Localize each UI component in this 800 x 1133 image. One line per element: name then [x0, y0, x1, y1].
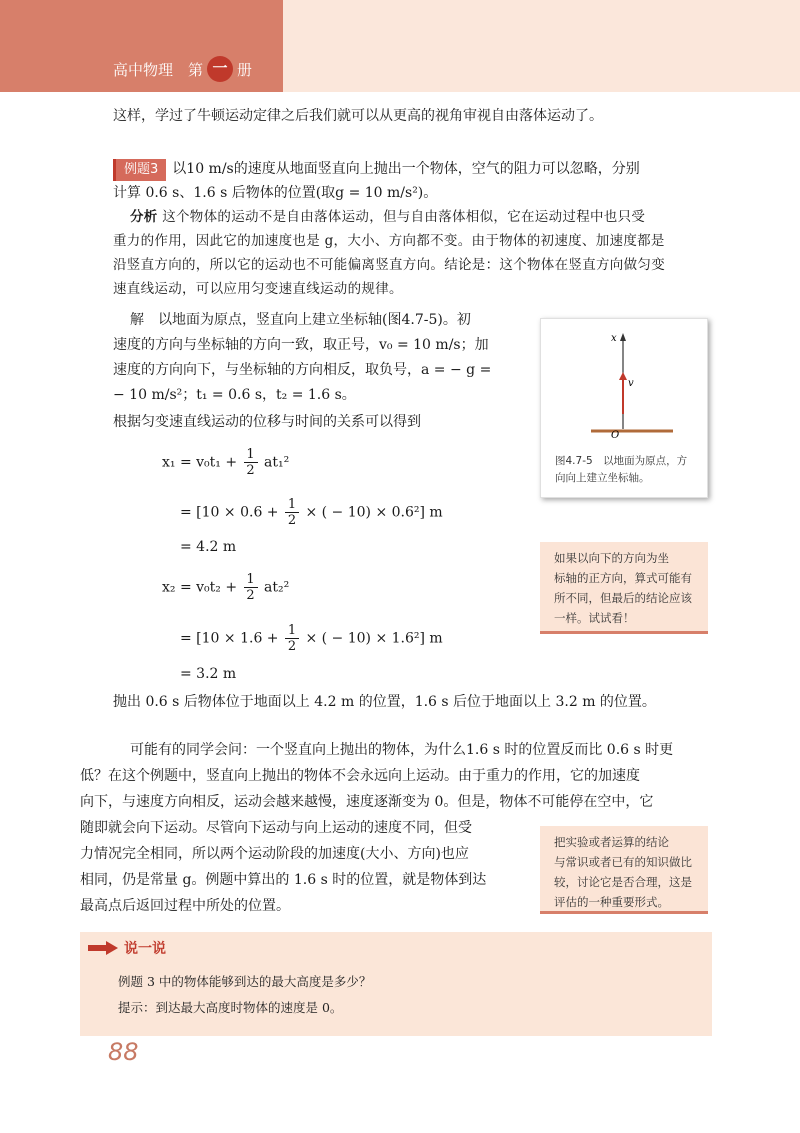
analysis-line-1	[130, 205, 645, 229]
fraction-numerator: 1	[287, 497, 297, 512]
figure-card	[540, 318, 708, 498]
book-title	[113, 56, 252, 82]
example-tag: 例题3	[113, 159, 166, 181]
discuss-box	[80, 932, 712, 1036]
solution-line-1	[130, 308, 471, 332]
equation-x2-sub-post: × ( − 10) × 1.6²] m	[305, 630, 443, 647]
conclusion-line: 抛出 0.6 s 后物体位于地面以上 4.2 m 的位置，1.6 s 后位于地面以上 3.2 m 的位置。	[113, 694, 656, 710]
solution-line-4: − 10 m/s²；t₁ = 0.6 s，t₂ = 1.6 s。	[113, 387, 356, 403]
example-line-2: 计算 0.6 s、1.6 s 后物体的位置(取g = 10 m/s²)。	[113, 185, 438, 201]
example-line-1	[113, 157, 640, 181]
solution-label: 解	[130, 312, 144, 328]
book-title-prefix: 高中物理 第	[113, 60, 204, 79]
fraction-half	[244, 447, 258, 478]
side-note-1-line: 一样。试试看！	[554, 611, 635, 625]
side-note-2-line: 与常识或者已有的知识做比	[554, 855, 692, 869]
equation-x1-rhs: at₁²	[264, 454, 290, 471]
figure-caption-line-2: 向向上建立坐标轴。	[555, 472, 650, 484]
discussion-line-2: 低？在这个例题中，竖直向上抛出的物体不会永远向上运动。由于重力的作用，它的加速度	[80, 768, 640, 784]
discussion-line-5: 力情况完全相同，所以两个运动阶段的加速度(大小、方向)也应	[80, 846, 469, 862]
fraction-half	[285, 497, 299, 528]
discussion-line-6: 相同，仍是常量 g。例题中算出的 1.6 s 时的位置，就是物体到达	[80, 872, 487, 888]
side-note-1	[540, 542, 708, 634]
solution-line-5: 根据匀变速直线运动的位移与时间的关系可以得到	[113, 414, 421, 430]
solution-text-1: 以地面为原点，竖直向上建立坐标轴(图4.7-5)。初	[158, 312, 471, 328]
axis-label: x	[611, 333, 617, 344]
solution-line-3: 速度的方向向下，与坐标轴的方向相反，取负号，a = − g =	[113, 362, 492, 378]
side-note-1-line: 所不同，但最后的结论应该	[554, 591, 692, 605]
side-note-1-line: 标轴的正方向，算式可能有	[554, 571, 692, 585]
analysis-text-1: 这个物体的运动不是自由落体运动，但与自由落体相似，它在运动过程中也只受	[162, 209, 646, 225]
equation-x1	[162, 447, 289, 478]
solution-line-2: 速度的方向与坐标轴的方向一致，取正号，v₀ = 10 m/s；加	[113, 337, 489, 353]
fraction-denominator: 2	[246, 588, 255, 603]
equation-x1-substitution	[180, 497, 443, 528]
figure-caption	[555, 453, 695, 487]
page-number: 88	[108, 1038, 139, 1066]
discussion-line-1: 可能有的同学会问：一个竖直向上抛出的物体，为什么1.6 s 时的位置反而比 0.6 s 时更	[130, 742, 674, 758]
fraction-numerator: 1	[287, 623, 297, 638]
side-note-2-line: 把实验或者运算的结论	[554, 835, 669, 849]
discussion-line-7: 最高点后返回过程中所处的位置。	[80, 898, 290, 914]
side-note-2-line: 评估的一种重要形式。	[554, 895, 669, 909]
velocity-arrow-icon	[619, 372, 627, 380]
analysis-line-2: 重力的作用，因此它的加速度也是 g，大小、方向都不变。由于物体的初速度、加速度都是	[113, 233, 665, 249]
equation-x1-sub-pre: = [10 × 0.6 +	[180, 504, 279, 521]
velocity-label: v	[628, 378, 634, 389]
equation-x2-result: = 3.2 m	[180, 666, 237, 682]
equation-x2-sub-pre: = [10 × 1.6 +	[180, 630, 279, 647]
fraction-denominator: 2	[287, 513, 297, 528]
discuss-title-text: 说一说	[124, 941, 166, 957]
discussion-line-3: 向下，与速度方向相反，运动会越来越慢，速度逐渐变为 0。但是，物体不可能停在空中，它	[80, 794, 654, 810]
example-text-1: 以10 m/s的速度从地面竖直向上抛出一个物体，空气的阻力可以忽略，分别	[172, 161, 640, 177]
discuss-title	[88, 938, 166, 958]
side-note-2-line: 较，讨论它是否合理，这是	[554, 875, 692, 889]
fraction-half	[244, 572, 258, 603]
side-note-2	[540, 826, 708, 914]
equation-x1-sub-post: × ( − 10) × 0.6²] m	[305, 504, 443, 521]
arrow-right-icon	[88, 941, 118, 955]
volume-badge: 一	[207, 56, 233, 82]
fraction-half	[285, 623, 299, 654]
equation-x1-lhs: x₁ = v₀t₁ +	[162, 454, 238, 471]
fraction-numerator: 1	[246, 447, 255, 462]
fraction-denominator: 2	[246, 463, 255, 478]
figure-caption-line-1: 图4.7-5 以地面为原点，方	[555, 455, 688, 467]
fraction-numerator: 1	[246, 572, 255, 587]
axis-arrow-icon	[620, 333, 626, 341]
analysis-line-3: 沿竖直方向的，所以它的运动也不可能偏离竖直方向。结论是：这个物体在竖直方向做匀变	[113, 257, 665, 273]
side-note-1-line: 如果以向下的方向为坐	[554, 551, 669, 565]
equation-x2-rhs: at₂²	[264, 579, 290, 596]
discuss-hint: 提示：到达最大高度时物体的速度是 0。	[118, 1000, 343, 1015]
fraction-denominator: 2	[287, 639, 297, 654]
analysis-label: 分析	[130, 209, 158, 225]
discuss-question: 例题 3 中的物体能够到达的最大高度是多少？	[118, 974, 372, 989]
book-title-suffix: 册	[237, 60, 253, 79]
equation-x2-lhs: x₂ = v₀t₂ +	[162, 579, 238, 596]
equation-x2-substitution	[180, 623, 443, 654]
intro-line: 这样，学过了牛顿运动定律之后我们就可以从更高的视角审视自由落体运动了。	[113, 108, 603, 124]
discussion-line-4: 随即就会向下运动。尽管向下运动与向上运动的速度不同，但受	[80, 820, 472, 836]
analysis-line-4: 速直线运动，可以应用匀变速直线运动的规律。	[113, 281, 403, 297]
coordinate-axis-diagram	[541, 319, 707, 449]
equation-x2	[162, 572, 289, 603]
equation-x1-result: = 4.2 m	[180, 539, 237, 555]
origin-label: O	[611, 430, 620, 441]
